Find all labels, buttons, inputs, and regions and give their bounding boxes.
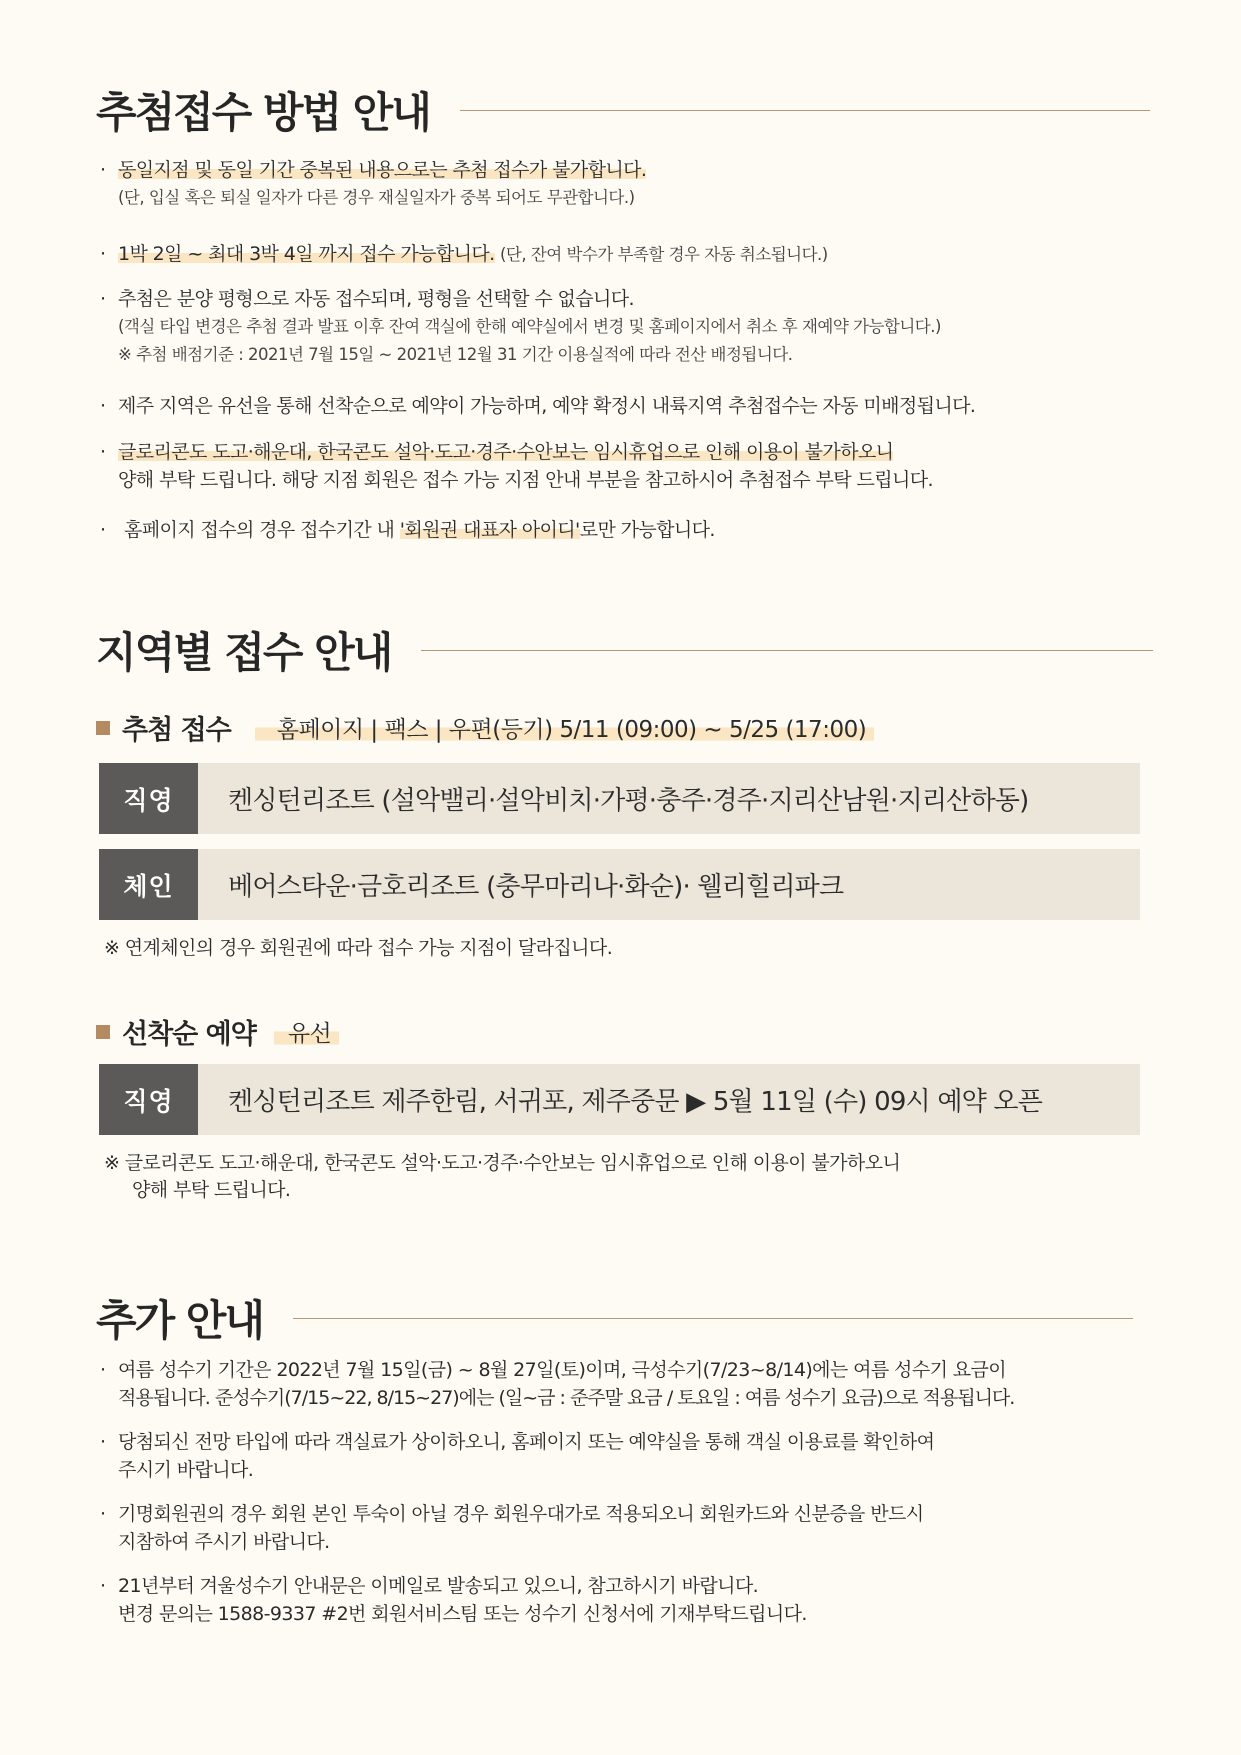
bullet-text: 지참하여 주시기 바랍니다. [118, 1531, 330, 1553]
row-label: 직영 [99, 763, 198, 834]
bullet-text: 동일지점 및 동일 기간 중복된 내용으로는 추첨 접수가 불가합니다. [118, 159, 647, 181]
subsection-title: 추첨 접수 [122, 715, 231, 746]
section-divider [293, 1318, 1133, 1319]
subsection-info: 홈페이지 | 팩스 | 우편(등기) 5/11 (09:00) ~ 5/25 (17:00) [255, 711, 874, 744]
table-row [99, 1064, 1140, 1135]
lottery-subheader [96, 708, 874, 747]
list-item [100, 156, 646, 212]
bullet-dot: · [100, 395, 106, 417]
list-item [100, 392, 975, 420]
bullet-text: 적용됩니다. 준성수기(7/15~22, 8/15~27)에는 (일~금 : 준주말 요금 / 토요일 : 여름 성수기 요금)으로 적용됩니다. [118, 1387, 1015, 1409]
bullet-dot: · [100, 1503, 106, 1525]
section-divider [460, 110, 1150, 111]
list-item [100, 1428, 934, 1484]
bullet-text: 양해 부탁 드립니다. 해당 지점 회원은 접수 가능 지점 안내 부분을 참고하시어 추첨접수 부탁 드립니다. [118, 469, 933, 491]
bullet-subtext: (객실 타입 변경은 추첨 결과 발표 이후 잔여 객실에 한해 예약실에서 변경 및 홈페이지에서 취소 후 재예약 가능합니다.) [118, 317, 941, 336]
row-value: 켄싱턴리조트 제주한림, 서귀포, 제주중문 ▶ 5월 11일 (수) 09시 예약 오픈 [198, 1064, 1140, 1135]
closure-note [104, 1150, 900, 1204]
square-marker-icon [96, 721, 110, 735]
list-item [100, 240, 828, 269]
bullet-text: 기명회원권의 경우 회원 본인 투숙이 아닐 경우 회원우대가로 적용되오니 회원카드와 신분증을 반드시 [118, 1503, 924, 1525]
section-title: 추첨접수 방법 안내 [96, 88, 430, 137]
bullet-dot: · [100, 519, 106, 541]
bullet-text: 글로리콘도 도고·해운대, 한국콘도 설악·도고·경주·수안보는 임시휴업으로 인해 이용이 불가하오니 [118, 441, 894, 463]
list-item [100, 516, 715, 544]
bullet-dot: · [100, 288, 106, 310]
table-row [99, 763, 1140, 834]
bullet-dot: · [100, 441, 106, 463]
bullet-text: 로만 가능합니다. [579, 519, 715, 541]
bullet-dot: · [100, 1359, 106, 1381]
bullet-text: 추첨은 분양 평형으로 자동 접수되며, 평형을 선택할 수 없습니다. [118, 288, 635, 310]
note-text: ※ 글로리콘도 도고·해운대, 한국콘도 설악·도고·경주·수안보는 임시휴업으로 인해 이용이 불가하오니 [104, 1152, 901, 1174]
square-marker-icon [96, 1025, 110, 1039]
bullet-text: 21년부터 겨울성수기 안내문은 이메일로 발송되고 있으니, 참고하시기 바랍니다. [118, 1575, 759, 1597]
subsection-info: 유선 [274, 1015, 339, 1048]
list-item [100, 1356, 1014, 1412]
list-item [100, 1572, 807, 1628]
row-value: 켄싱턴리조트 (설악밸리·설악비치·가평·충주·경주·지리산남원·지리산하동) [198, 763, 1140, 834]
section-title: 지역별 접수 안내 [96, 628, 392, 677]
section-header-regional [96, 620, 1153, 680]
bullet-subtext: ※ 추첨 배점기준 : 2021년 7월 15일 ~ 2021년 12월 31 기간 이용실적에 따라 전산 배정됩니다. [118, 345, 793, 364]
bullet-text: 변경 문의는 1588-9337 #2번 회원서비스팀 또는 성수기 신청서에 기재부탁드립니다. [118, 1603, 807, 1625]
section-header-lottery-method [96, 80, 1150, 140]
bullet-dot: · [100, 1431, 106, 1453]
list-item [100, 438, 933, 494]
subsection-title: 선착순 예약 [122, 1019, 256, 1050]
table-row [99, 849, 1140, 920]
list-item [100, 285, 941, 369]
chain-note: ※ 연계체인의 경우 회원권에 따라 접수 가능 지점이 달라집니다. [104, 937, 613, 959]
bullet-dot: · [100, 1575, 106, 1597]
row-label: 체인 [99, 849, 198, 920]
section-divider [421, 650, 1153, 651]
bullet-dot: · [100, 159, 106, 181]
firstcome-subheader [96, 1012, 339, 1051]
bullet-dot: · [100, 243, 106, 265]
bullet-text: 여름 성수기 기간은 2022년 7월 15일(금) ~ 8월 27일(토)이며, 극성수기(7/23~8/14)에는 여름 성수기 요금이 [118, 1359, 1007, 1381]
row-value: 베어스타운·금호리조트 (충무마리나·화순)· 웰리힐리파크 [198, 849, 1140, 920]
section-title: 추가 안내 [96, 1296, 263, 1345]
bullet-text: 1박 2일 ~ 최대 3박 4일 까지 접수 가능합니다. [118, 243, 495, 265]
list-item [100, 1500, 924, 1556]
bullet-subtext: (단, 입실 혹은 퇴실 일자가 다른 경우 재실일자가 중복 되어도 무관합니다.) [118, 188, 635, 207]
row-label: 직영 [99, 1064, 198, 1135]
bullet-text: 주시기 바랍니다. [118, 1459, 254, 1481]
bullet-highlight: '회원권 대표자 아이디' [399, 519, 580, 541]
bullet-text: 제주 지역은 유선을 통해 선착순으로 예약이 가능하며, 예약 확정시 내륙지역 추첨접수는 자동 미배정됩니다. [118, 395, 976, 417]
bullet-text: 홈페이지 접수의 경우 접수기간 내 [124, 519, 400, 541]
note-text: 양해 부탁 드립니다. [132, 1179, 291, 1201]
section-header-additional [96, 1288, 1133, 1348]
bullet-text: 당첨되신 전망 타입에 따라 객실료가 상이하오니, 홈페이지 또는 예약실을 통해 객실 이용료를 확인하여 [118, 1431, 935, 1453]
bullet-subtext: (단, 잔여 박수가 부족할 경우 자동 취소됩니다.) [500, 245, 828, 264]
